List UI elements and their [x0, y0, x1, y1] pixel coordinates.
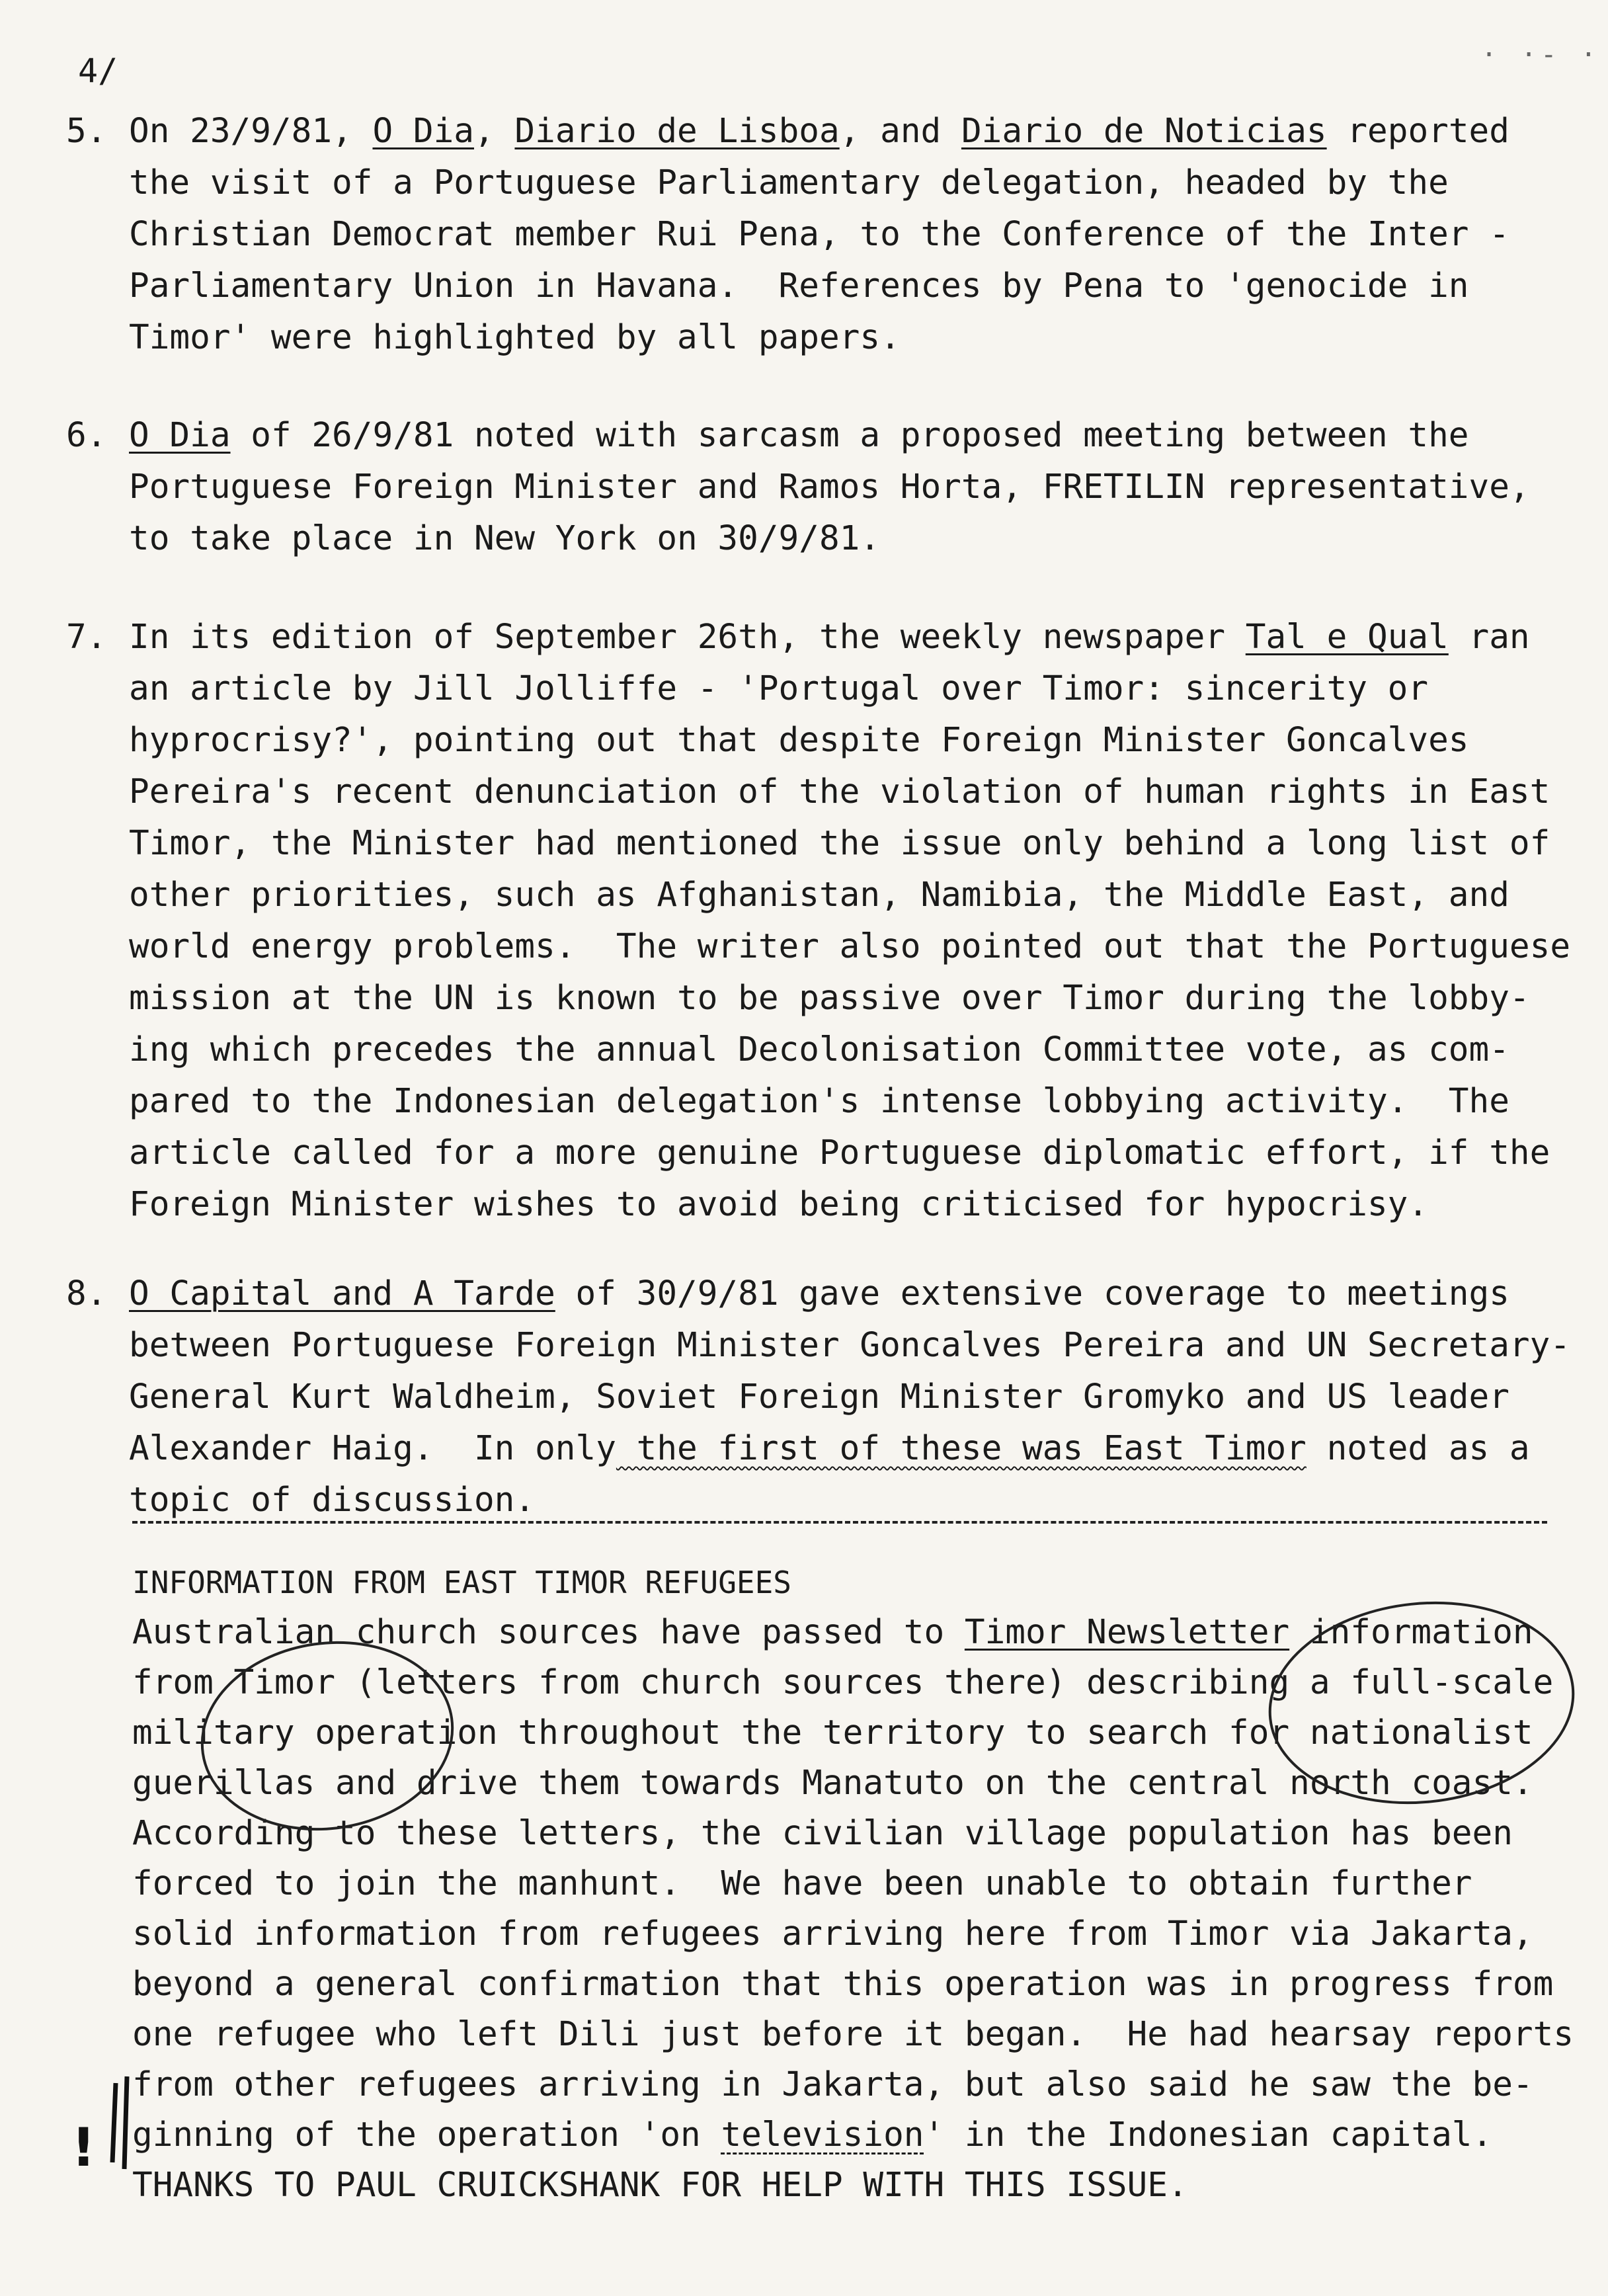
- item-5-line: the visit of a Portuguese Parliamentary delegation, headed by the: [129, 163, 1449, 202]
- text: noted as a: [1306, 1429, 1530, 1468]
- item-7-line: [129, 612, 1560, 663]
- newspaper-o-capital-a-tarde: O Capital and A Tarde: [129, 1274, 555, 1313]
- text: reported: [1326, 112, 1509, 151]
- text: Alexander Haig. In only: [129, 1429, 616, 1468]
- handwritten-underline-text: the first of these was East Timor: [616, 1429, 1306, 1468]
- newspaper-o-dia: O Dia: [372, 112, 474, 151]
- item-6-line: Portuguese Foreign Minister and Ramos Horta, FRETILIN representative,: [129, 468, 1530, 507]
- newspaper-tal-e-qual: Tal e Qual: [1245, 618, 1449, 657]
- item-8-line: topic of discussion.: [129, 1481, 536, 1520]
- item-7-line: Foreign Minister wishes to avoid being criticised for hypocrisy.: [129, 1185, 1429, 1224]
- text: information: [1289, 1613, 1533, 1652]
- margin-exclamation: !: [71, 2117, 96, 2178]
- corner-pencil-mark: · ·- ·: [1481, 40, 1601, 70]
- refugees-section: [132, 1557, 1587, 2211]
- item-6: [66, 410, 1560, 565]
- text: On 23/9/81,: [129, 112, 373, 151]
- text: of 30/9/81 gave extensive coverage to meetings: [555, 1274, 1509, 1313]
- refugees-line: military operation throughout the territory to search for nationalist: [132, 1713, 1533, 1752]
- item-7-line: hyprocrisy?', pointing out that despite Foreign Minister Goncalves: [129, 721, 1469, 760]
- text: of 26/9/81 noted with sarcasm a proposed meeting between the: [230, 416, 1469, 455]
- refugees-line: guerillas and drive them towards Manatuto on the central north coast.: [132, 1764, 1533, 1803]
- text: , and: [839, 112, 961, 151]
- item-8-number: 8.: [66, 1274, 107, 1313]
- item-7-line: world energy problems. The writer also pointed out that the Portuguese: [129, 927, 1571, 966]
- item-7-line: article called for a more genuine Portuguese diplomatic effort, if the: [129, 1133, 1550, 1172]
- text: ran: [1448, 618, 1530, 657]
- newspaper-diario-de-noticias: Diario de Noticias: [961, 112, 1327, 151]
- text: ,: [474, 112, 515, 151]
- newspaper-o-dia: O Dia: [129, 416, 231, 455]
- item-8-line: [129, 1423, 1560, 1475]
- item-5-line: Christian Democrat member Rui Pena, to the Conference of the Inter -: [129, 215, 1509, 254]
- item-8-line: [129, 1268, 1560, 1320]
- item-8-line: between Portuguese Foreign Minister Goncalves Pereira and UN Secretary-: [129, 1326, 1571, 1365]
- newspaper-timor-newsletter: Timor Newsletter: [964, 1613, 1290, 1652]
- refugees-line: one refugee who left Dili just before it began. He had hearsay reports: [132, 2015, 1574, 2054]
- thanks-line: THANKS TO PAUL CRUICKSHANK FOR HELP WITH THIS ISSUE.: [132, 2166, 1188, 2205]
- refugees-line: [132, 2110, 1587, 2160]
- item-7-line: other priorities, such as Afghanistan, Namibia, the Middle East, and: [129, 876, 1509, 915]
- section-divider: [132, 1521, 1547, 1524]
- item-6-number: 6.: [66, 416, 107, 455]
- item-7-line: ing which precedes the annual Decolonisation Committee vote, as com-: [129, 1030, 1509, 1069]
- item-6-line: [129, 410, 1560, 462]
- refugees-line: from other refugees arriving in Jakarta, but also said he saw the be-: [132, 2065, 1533, 2104]
- page-number: 4/: [78, 52, 118, 90]
- item-7-number: 7.: [66, 618, 107, 657]
- text: ' in the Indonesian capital.: [924, 2115, 1493, 2154]
- item-7-line: mission at the UN is known to be passive over Timor during the lobby-: [129, 979, 1530, 1018]
- item-5-line: Timor' were highlighted by all papers.: [129, 318, 901, 357]
- text: In its edition of September 26th, the weekly newspaper: [129, 618, 1246, 657]
- item-5-number: 5.: [66, 112, 107, 151]
- handwritten-underline-television: television: [721, 2115, 924, 2154]
- refugees-line: beyond a general confirmation that this operation was in progress from: [132, 1965, 1554, 2004]
- item-7-line: pared to the Indonesian delegation's intense lobbying activity. The: [129, 1082, 1509, 1121]
- item-8: [66, 1268, 1571, 1526]
- item-7-line: Pereira's recent denunciation of the violation of human rights in East: [129, 772, 1550, 811]
- item-7-line: Timor, the Minister had mentioned the issue only behind a long list of: [129, 824, 1550, 863]
- refugees-line: solid information from refugees arriving here from Timor via Jakarta,: [132, 1914, 1533, 1953]
- item-5: [66, 106, 1560, 364]
- item-6-line: to take place in New York on 30/9/81.: [129, 519, 881, 558]
- item-8-line: General Kurt Waldheim, Soviet Foreign Minister Gromyko and US leader: [129, 1377, 1509, 1416]
- item-5-line: Parliamentary Union in Havana. References by Pena to 'genocide in: [129, 266, 1469, 306]
- text: ginning of the operation 'on: [132, 2115, 721, 2154]
- item-5-line: [129, 106, 1560, 157]
- refugees-line: [132, 1608, 1587, 1658]
- refugees-line: According to these letters, the civilian village population has been: [132, 1814, 1513, 1853]
- section-heading: INFORMATION FROM EAST TIMOR REFUGEES: [132, 1565, 791, 1600]
- handwritten-margin-bars: [112, 2076, 127, 2169]
- item-7-line: an article by Jill Jolliffe - 'Portugal over Timor: sincerity or: [129, 669, 1429, 708]
- newspaper-diario-de-lisboa: Diario de Lisboa: [514, 112, 840, 151]
- refugees-line: from Timor (letters from church sources there) describing a full-scale: [132, 1663, 1554, 1702]
- item-7: [66, 612, 1571, 1231]
- text: Australian church sources have passed to: [132, 1613, 965, 1652]
- refugees-line: forced to join the manhunt. We have been unable to obtain further: [132, 1864, 1472, 1903]
